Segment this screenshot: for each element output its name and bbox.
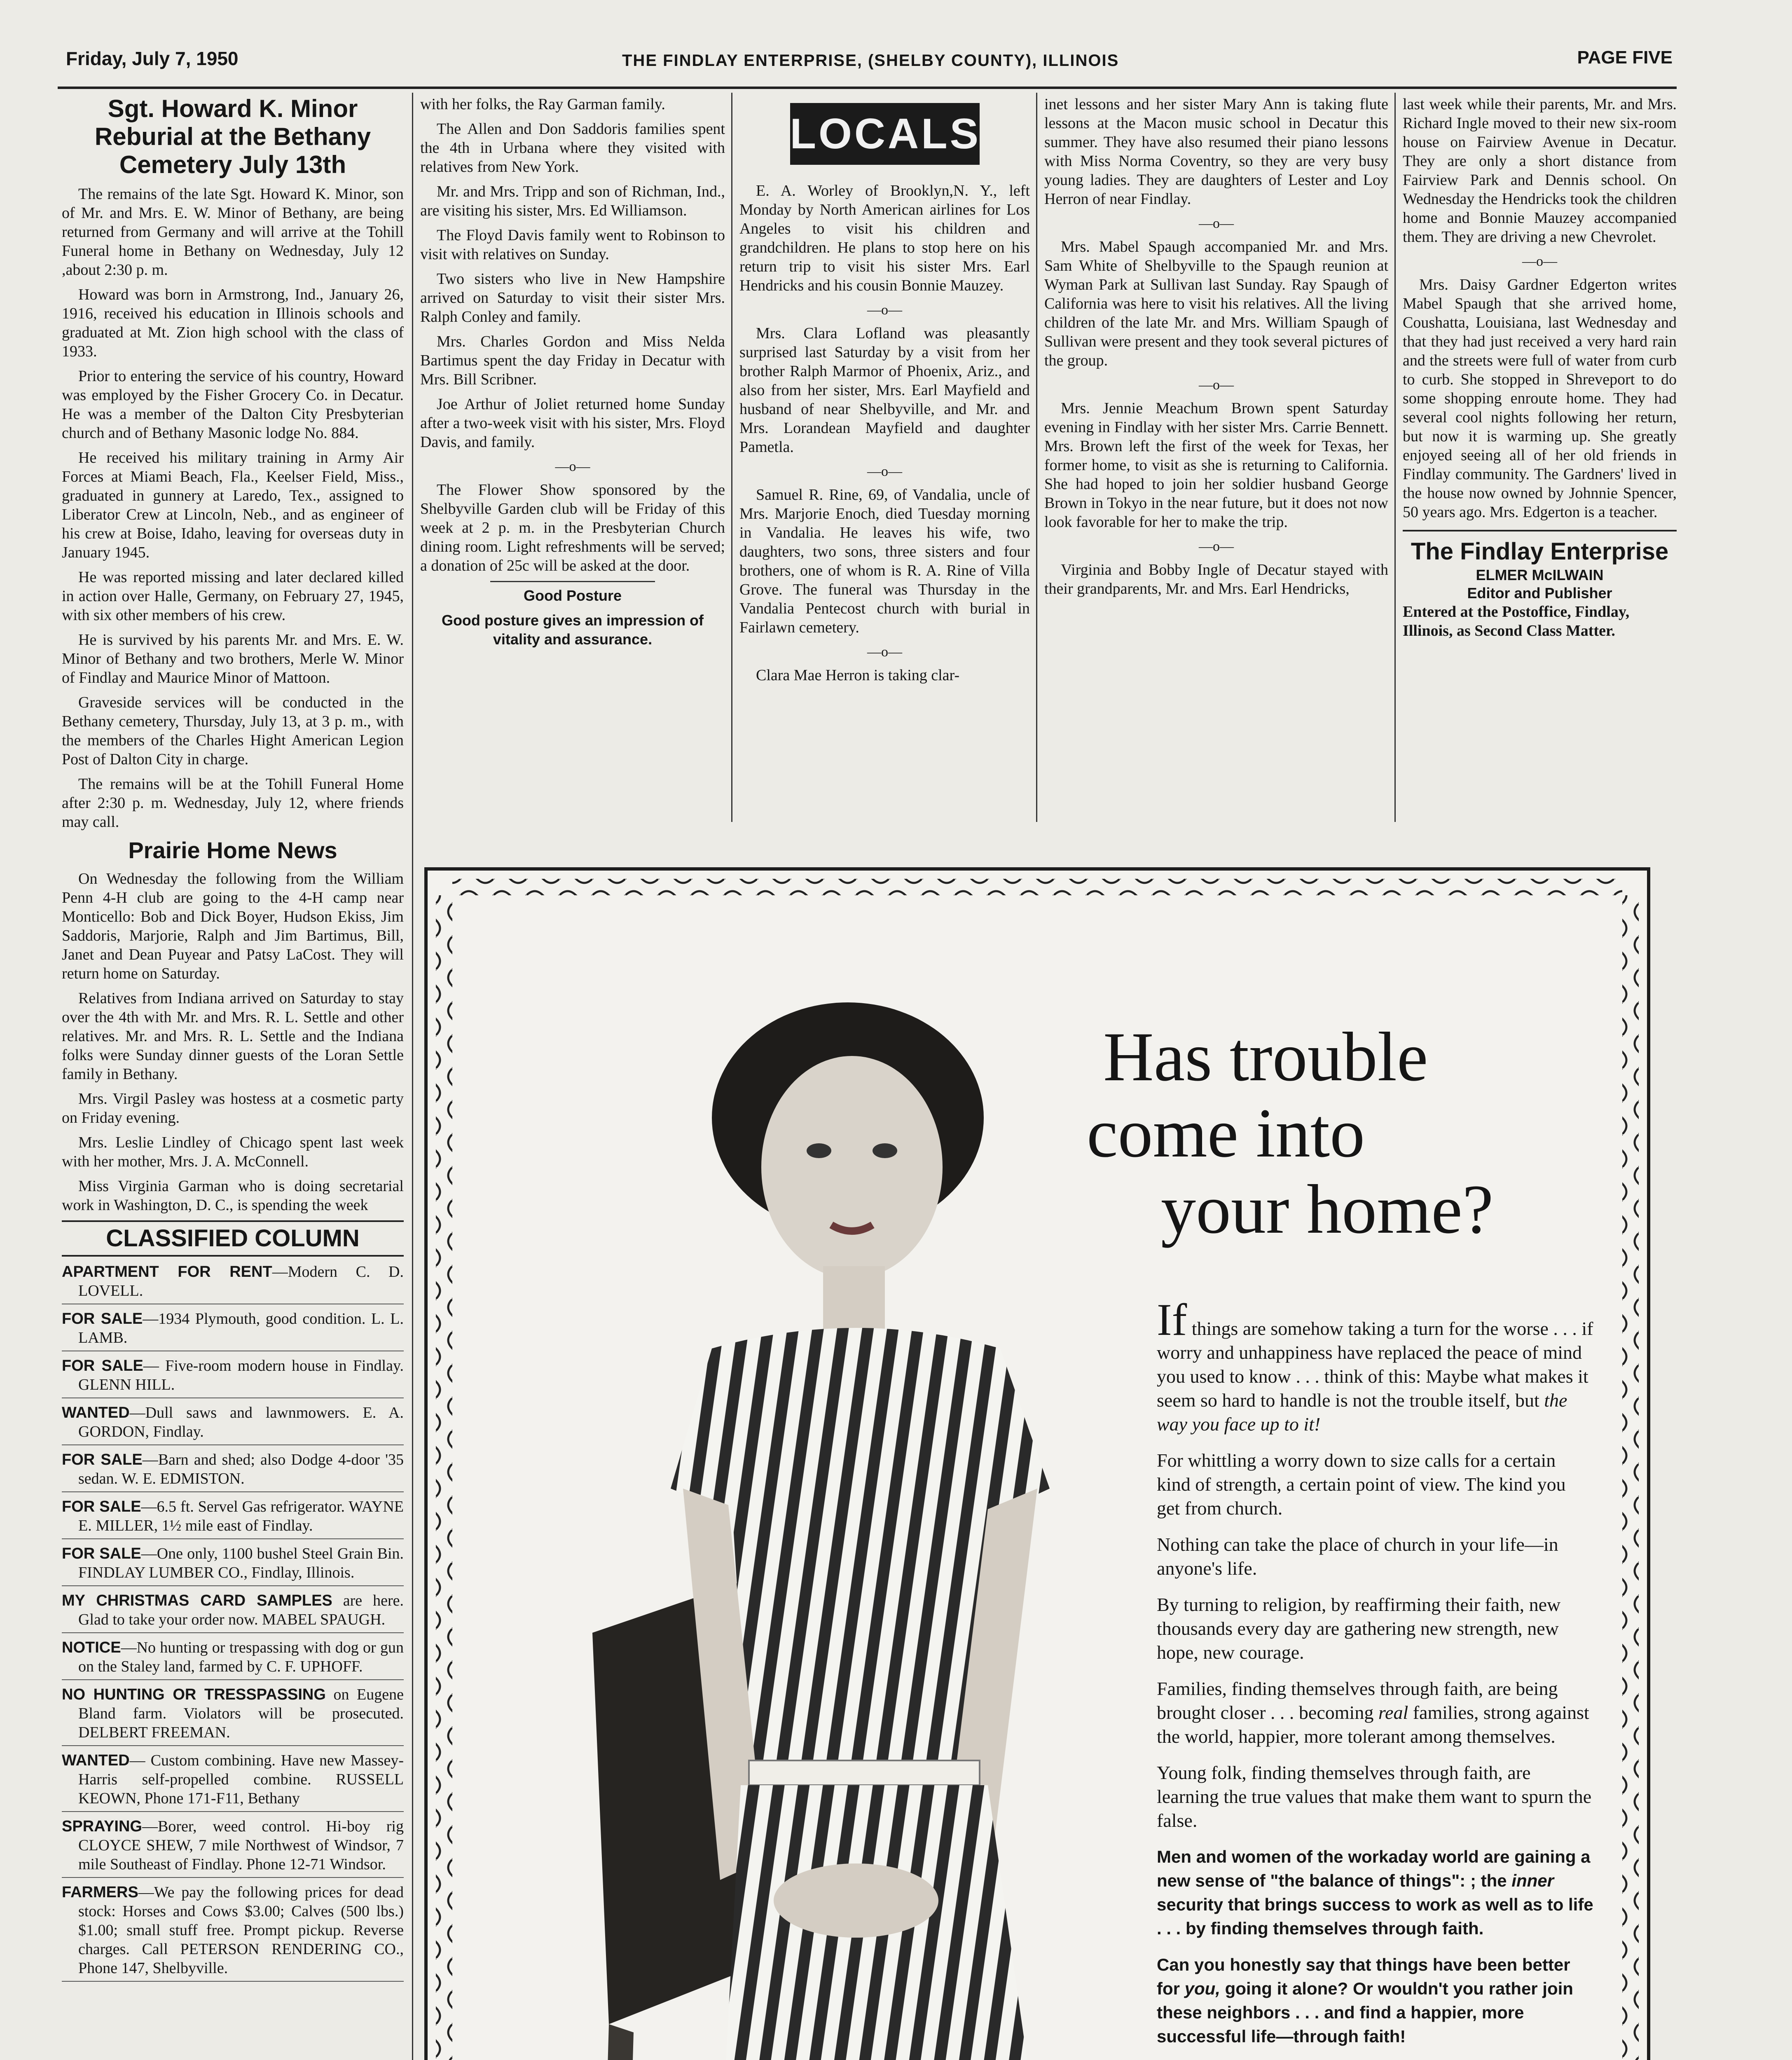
seated-woman-photo-icon (535, 994, 1153, 2060)
classified-lead: FOR SALE (62, 1498, 141, 1515)
classified-item (62, 1497, 404, 1539)
classified-lead: FARMERS (62, 1884, 138, 1901)
classified-item (62, 1403, 404, 1445)
paragraph: Mrs. Leslie Lindley of Chicago spent last week with her mother, Mrs. J. A. McConnell. (62, 1134, 404, 1170)
classified-text: — Five-room modern house in Findlay. GLENN HILL. (78, 1357, 404, 1393)
posture-heading: Good Posture (523, 587, 622, 604)
classified-lead: FOR SALE (62, 1451, 143, 1468)
separator: —o— (867, 302, 902, 318)
ad-paragraph (1157, 1677, 1593, 1749)
ad-text: Men and women of the workaday world are gaining a new sense of "the balance of things": ; the (1157, 1847, 1591, 1890)
divider (490, 581, 655, 582)
paragraph: Mrs. Jennie Meachum Brown spent Saturday evening in Findlay with her sister Mrs. Carrie Bennett. Mrs. Brown left the first of the week for Texas, her former home, to visit as she is returning to California. She had hoped to join her soldier husband George Brown in Tokyo in the near future, but it does not now look favorable for her to make the trip. (1044, 400, 1388, 531)
ad-paragraph (1157, 1953, 1593, 2048)
classified-text: —1934 Plymouth, good condition. L. L. LAMB. (78, 1310, 404, 1346)
headline-minor: Sgt. Howard K. Minor Reburial at the Bethany Cemetery July 13th (94, 95, 371, 178)
column-4 (1044, 95, 1388, 820)
ad-emphasis: you, (1184, 1979, 1220, 1998)
seated-woman-photo (535, 994, 1153, 2060)
classified-item (62, 1638, 404, 1680)
publisher-title: The Findlay Enterprise (1411, 538, 1669, 565)
paragraph: last week while their parents, Mr. and Mrs. Richard Ingle moved to their new six-room house on Fairview Avenue in Decatur. They are only a short distance from Fairview Park and Dennis school. On Wednesday the Hendricks took the children home and Bonnie Mauzey accompanied them. They are driving a new Chevrolet. (1403, 96, 1677, 246)
paragraph: Relatives from Indiana arrived on Saturday to stay over the 4th with Mr. and Mrs. R. L. Settle and other relatives. Mr. and Mrs. R. L. Settle and the Indiana folks were Sunday dinner guests of the Loran Settle family in Bethany. (62, 990, 404, 1083)
classified-item (62, 1262, 404, 1304)
ad-paragraph (1157, 1845, 1593, 1941)
paragraph: Virginia and Bobby Ingle of Decatur stayed with their grandparents, Mr. and Mrs. Earl Hendricks, (1044, 561, 1388, 597)
paragraph: Mrs. Clara Lofland was pleasantly surprised last Saturday by a visit from her brother Ralph Marmor of Phoenix, Ariz., and also from her sister, Mrs. Earl Mayfield and husband of near Shelbyville, and Mr. and Mrs. Lorandean Mayfield and daughter Pametla. (739, 325, 1030, 456)
paragraph: with her folks, the Ray Garman family. (420, 96, 665, 113)
paragraph: Two sisters who live in New Hampshire arrived on Saturday to visit their sister Mrs. Ralph Conley and family. (420, 270, 725, 325)
classified-lead: FOR SALE (62, 1357, 143, 1374)
paragraph: On Wednesday the following from the William Penn 4-H club are going to the 4-H camp near Monticello: Bob and Dick Boyer, Hudson Ekiss, Jim Saddoris, Marjorie, Ralph and Jim Bartimus, Bill, Janet and Dean Puyear and Patsy LaCost. They will return home on Saturday. (62, 870, 404, 982)
page-number: PAGE FIVE (1577, 47, 1673, 68)
column-rule (731, 93, 732, 822)
headline-line-1: Has trouble (1103, 1018, 1428, 1096)
column-rule (1394, 93, 1396, 822)
paragraph: Prior to entering the service of his country, Howard was employed by the Fisher Grocery Co. in Decatur. He was a member of the Dalton City Presbyterian church and of Bethany Masonic lodge No. 884. (62, 368, 404, 442)
column-1 (62, 95, 404, 2060)
classified-lead: FOR SALE (62, 1545, 141, 1562)
classified-lead: APARTMENT FOR RENT (62, 1263, 272, 1280)
paragraph: Miss Virginia Garman who is doing secretarial work in Washington, D. C., is spending the week (62, 1177, 404, 1214)
classified-item (62, 1591, 404, 1633)
classified-lead: MY CHRISTMAS CARD SAMPLES (62, 1592, 332, 1609)
paragraph: E. A. Worley of Brooklyn,N. Y., left Monday by North American airlines for Los Angeles to visit his children and grandchildren. He plans to stop here on his return trip to visit his sister Mrs. Earl Hendricks and his cousin Bonnie Mauzey. (739, 182, 1030, 294)
separator: —o— (1199, 377, 1234, 393)
paragraph: Clara Mae Herron is taking clar- (756, 667, 960, 684)
classified-item (62, 1309, 404, 1351)
separator: —o— (1199, 539, 1234, 554)
separator: —o— (555, 459, 590, 474)
ad-text: security that brings success to work as well as to life . . . by finding themselves through faith. (1157, 1895, 1593, 1938)
ad-paragraph: For whittling a worry down to size calls for a certain kind of strength, a certain point of view. The kind you get from church. (1157, 1450, 1566, 1519)
column-rule (412, 93, 413, 2060)
classified-text: —Dull saws and lawnmowers. E. A. GORDON, Findlay. (78, 1404, 404, 1440)
column-5 (1403, 95, 1677, 820)
classified-item (62, 1751, 404, 1812)
classified-text: are here. Glad to take your order now. MABEL SPAUGH. (78, 1592, 404, 1628)
ad-body-copy (1157, 1295, 1593, 2060)
publisher-role: Editor and Publisher (1467, 585, 1612, 602)
ad-text: Families, finding themselves through faith, are being brought closer . . . becoming (1157, 1678, 1558, 1723)
ad-paragraph: Nothing can take the place of church in your life—in anyone's life. (1157, 1534, 1558, 1579)
paragraph: The Floyd Davis family went to Robinson to visit with relatives on Sunday. (420, 227, 725, 263)
paragraph: Mrs. Daisy Gardner Edgerton writes Mabel Spaugh that she arrived home, Coushatta, Louisiana, last Wednesday and that they had just received a very hard rain and the streets were full of water from curb to curb. She stopped in Shreveport to do some shopping enroute home. They had several cool nights following her return, but now it is warming up. She greatly enjoyed seeing all of her old friends in Findlay community. The Gardners' lived in the house now owned by Johnnie Spencer, 50 years ago. Mrs. Edgerton is a teacher. (1403, 276, 1677, 521)
ad-emphasis: the way you face up to it! (1157, 1390, 1567, 1435)
paragraph: Mrs. Mabel Spaugh accompanied Mr. and Mrs. Sam White of Shelbyville to the Spaugh reunion at Wyman Park at Sullivan last Sunday. Ray Spaugh of California was here to visit his relatives. All the living children of the late Mr. and Mrs. William Spaugh of Sullivan were present and they took several pictures of the group. (1044, 238, 1388, 369)
ad-text: going it alone? Or wouldn't you rather join these neighbors . . . and find a happier, more successful life—through faith! (1157, 1979, 1573, 2046)
paragraph: Graveside services will be conducted in the Bethany cemetery, Thursday, July 13, at 3 p. m., with the members of the Charles Hight American Legion Post of Dalton City in charge. (62, 694, 404, 768)
ad-emphasis: real (1378, 1702, 1408, 1723)
paragraph: Joe Arthur of Joliet returned home Sunday after a two-week visit with his sister, Mrs. Floyd Davis, and family. (420, 396, 725, 451)
paragraph: The Allen and Don Saddoris families spent the 4th in Urbana where they visited with relatives from New York. (420, 120, 725, 176)
ad-paragraph: By turning to religion, by reaffirming their faith, new thousands every day are gathering new strength, new hope, new courage. (1157, 1594, 1561, 1663)
postoffice-entry: Entered at the Postoffice, Findlay, Illinois, as Second Class Matter. (1403, 603, 1630, 639)
paragraph: Mrs. Virgil Pasley was hostess at a cosmetic party on Friday evening. (62, 1090, 404, 1126)
classified-lead: NOTICE (62, 1639, 121, 1656)
ad-emphasis: inner (1511, 1871, 1554, 1890)
headline-line-2: come into (1087, 1094, 1365, 1172)
paragraph: The remains of the late Sgt. Howard K. Minor, son of Mr. and Mrs. E. W. Minor of Bethany, are being returned from Germany and will arrive at the Tohill Funeral home in Bethany on Wednesday, July 12 ,about 2:30 p. m. (62, 185, 404, 279)
separator: —o— (867, 644, 902, 660)
issue-date: Friday, July 7, 1950 (66, 48, 239, 69)
classified-item (62, 1544, 404, 1586)
classified-text: —6.5 ft. Servel Gas refrigerator. WAYNE E. MILLER, 1½ mile east of Findlay. (78, 1498, 404, 1534)
paragraph: Samuel R. Rine, 69, of Vandalia, uncle of Mrs. Marjorie Enoch, died Tuesday morning in Vandalia. He leaves his wife, two daughters, two sons, three sisters and four brothers, one of whom is R. A. Rine of Villa Grove. The funeral was Thursday in the Vandalia Pentecost church with burial in Fairlawn cemetery. (739, 486, 1030, 636)
column-3 (739, 95, 1030, 820)
locals-banner: LOCALS (790, 103, 980, 165)
separator: —o— (1199, 216, 1234, 231)
classified-item (62, 1356, 404, 1398)
classified-text: on Eugene Bland farm. Violators will be prosecuted. DELBERT FREEMAN. (78, 1686, 404, 1741)
ad-text: families, strong against the world, happier, more tolerant among themselves. (1157, 1702, 1589, 1747)
classified-item (62, 1450, 404, 1492)
publisher-editor: ELMER McILWAIN (1476, 566, 1604, 583)
classified-lead: SPRAYING (62, 1818, 142, 1835)
church-advertisement (424, 867, 1650, 2060)
classified-item (62, 1685, 404, 1746)
classified-lead: WANTED (62, 1404, 130, 1421)
paragraph: He received his military training in Army Air Forces at Miami Beach, Fla., Keelser Field, Miss., graduated in gunnery at Laredo, Tex., assigned to Liberator Crew at Lincoln, Neb., and as engineer of his crew at Boise, Idaho, leaving for overseas duty in January 1945. (62, 449, 404, 561)
column-rule (1036, 93, 1037, 822)
classified-item (62, 1883, 404, 1982)
column-2 (420, 95, 725, 820)
prairie-home-heading: Prairie Home News (128, 837, 337, 863)
classified-text: —We pay the following prices for dead stock: Horses and Cows $3.00; Calves (500 lbs.) $1.00; small stuff free. Prompt pickup. Reverse charges. Call PETERSON RENDERING CO., Phone 147, Shelbyville. (78, 1884, 404, 1977)
posture-text: Good posture gives an impression of vitality and assurance. (441, 612, 704, 648)
classified-text: — Custom combining. Have new Massey-Harris self-propelled combine. RUSSELL KEOWN, Phone 171-F11, Bethany (78, 1752, 404, 1807)
paragraph: He is survived by his parents Mr. and Mrs. E. W. Minor of Bethany and two brothers, Merle W. Minor of Findlay and Maurice Minor of Mattoon. (62, 631, 404, 686)
paragraph: Mrs. Charles Gordon and Miss Nelda Bartimus spent the day Friday in Decatur with Mrs. Bill Scribner. (420, 333, 725, 388)
classified-text: —Barn and shed; also Dodge 4-door '35 sedan. W. E. EDMISTON. (78, 1451, 404, 1487)
ad-text: Can you honestly say that things have been better for (1157, 1955, 1570, 1998)
ad-paragraph: Young folk, finding themselves through faith, are learning the true values that make them want to spurn the false. (1157, 1762, 1592, 1831)
masthead-rule (58, 87, 1677, 89)
classified-text: —Borer, weed control. Hi-boy rig CLOYCE SHEW, 7 mile Northwest of Windsor, 7 mile Southeast of Findlay. Phone 12-71 Windsor. (78, 1818, 404, 1873)
classified-lead: WANTED (62, 1752, 130, 1769)
classified-text: —No hunting or trespassing with dog or gun on the Staley land, farmed by C. F. UPHOFF. (78, 1639, 404, 1675)
ad-text: things are somehow taking a turn for the worse . . . if worry and unhappiness have replaced the peace of mind you used to know . . . think of this: Maybe what makes it seem so hard to handle is not the trouble itself, but (1157, 1318, 1593, 1411)
classified-text: —Modern C. D. LOVELL. (78, 1263, 404, 1299)
paper-title: THE FINDLAY ENTERPRISE, (SHELBY COUNTY), ILLINOIS (622, 52, 1119, 70)
classified-item (62, 1817, 404, 1878)
classified-lead: FOR SALE (62, 1310, 143, 1327)
ad-paragraph (1157, 1295, 1593, 1436)
publisher-box (1403, 530, 1677, 640)
paragraph: The Flower Show sponsored by the Shelbyville Garden club will be Friday of this week at 2 p. m. in the Presbyterian Church dining room. Light refreshments will be served; a donation of 25c will be asked at the door. (420, 481, 725, 574)
paragraph: He was reported missing and later declared killed in action over Halle, Germany, on February 27, 1945, with six other members of his crew. (62, 569, 404, 624)
classified-heading: CLASSIFIED COLUMN (62, 1220, 404, 1257)
paragraph: Mr. and Mrs. Tripp and son of Richman, Ind., are visiting his sister, Mrs. Ed Williamson. (420, 183, 725, 219)
classified-lead: NO HUNTING OR TRESSPASSING (62, 1686, 326, 1703)
headline-line-3: your home? (1161, 1170, 1494, 1248)
paragraph: The remains will be at the Tohill Funeral Home after 2:30 p. m. Wednesday, July 12, where friends may call. (62, 775, 404, 831)
paragraph: Howard was born in Armstrong, Ind., January 26, 1916, received his education in Illinois schools and graduated at Mt. Zion high school with the class of 1933. (62, 286, 404, 360)
separator: —o— (1522, 254, 1557, 269)
masthead (66, 39, 1673, 89)
classified-text: —One only, 1100 bushel Steel Grain Bin. FINDLAY LUMBER CO., Findlay, Illinois. (78, 1545, 404, 1581)
paragraph: inet lessons and her sister Mary Ann is taking flute lessons at the Macon music school in Decatur this summer. They have also resumed their piano lessons with Miss Norma Coventry, so they are very busy young ladies. They are daughters of Lester and Loy Herron of near Findlay. (1044, 96, 1388, 208)
ad-headline (1087, 1018, 1639, 1248)
separator: —o— (867, 464, 902, 479)
drop-cap: If (1157, 1295, 1187, 1345)
